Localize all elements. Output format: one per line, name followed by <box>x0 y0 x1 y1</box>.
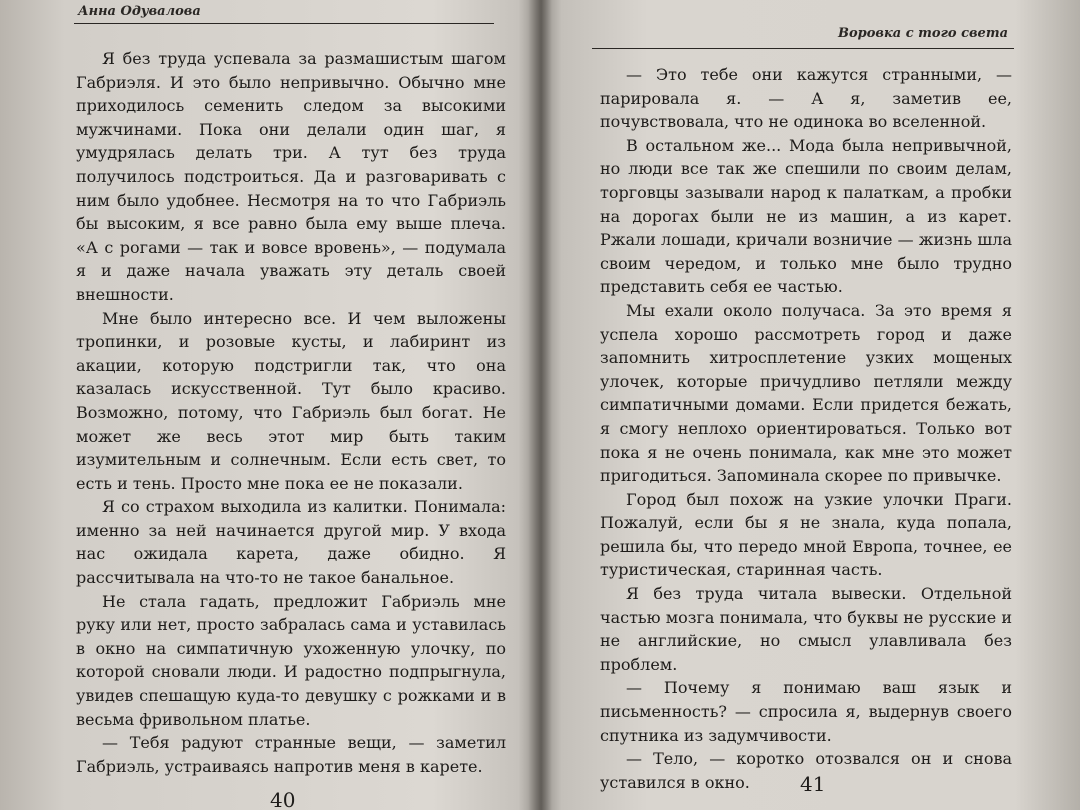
left-paragraph-5: — Тебя радуют странные вещи, — заметил Габриэль, устраиваясь напротив меня в карете. <box>76 733 506 776</box>
left-page-number: 40 <box>270 788 296 810</box>
right-page <box>540 0 1080 810</box>
left-paragraph-2: Мне было интересно все. И чем выложены тропинки, и розовые кусты, и лабиринт из акации, которую подстригли так, что она казалась искусственной. Тут было красиво. Возможно, потому, что Габриэль был богат. Не может же весь этот мир быть таким изумительным и солнечным. Если есть свет, то есть и тень. Просто мне пока ее не показали. <box>76 308 506 493</box>
right-running-head: Воровка с того света <box>838 26 1008 41</box>
right-paragraph-6: — Почему я понимаю ваш язык и письменность? — спросила я, выдернув своего спутника из задумчивости. <box>600 678 1012 745</box>
right-paragraph-5: Я без труда читала вывески. Отдельной частью мозга понимала, что буквы не русские и не английские, но смысл улавливала без проблем. <box>600 584 1012 674</box>
right-page-text <box>600 63 1012 794</box>
right-header-rule <box>592 48 1014 49</box>
right-page-number: 41 <box>800 772 826 796</box>
right-paragraph-2: В остальном же... Мода была непривычной, но люди все так же спешили по своим делам, торговцы зазывали народ к палаткам, а пробки на дорогах были не из машин, а из карет. Ржали лошади, кричали возничие — жизнь шла своим чередом, и только мне было трудно представить себя ее частью. <box>600 135 1012 297</box>
left-paragraph-3: Я со страхом выходила из калитки. Понимала: именно за ней начинается другой мир. У входа нас ожидала карета, даже обидно. Я рассчитывала на что-то не такое банальное. <box>76 497 506 588</box>
right-paragraph-1: — Это тебе они кажутся странными, — парировала я. — А я, заметив ее, почувствовала, что не одинока во вселенной. <box>600 65 1012 132</box>
right-paragraph-4: Город был похож на узкие улочки Праги. Пожалуй, если бы я не знала, куда попала, решила бы, что передо мной Европа, точнее, ее туристическая, старинная часть. <box>600 489 1012 580</box>
right-paragraph-3: Мы ехали около получаса. За это время я успела хорошо рассмотреть город и даже запомнить хитросплетение узких мощеных улочек, которые причудливо петляли между симпатичными домами. Если придется бежать, я смогу неплохо ориентироваться. Только вот пока я не очень понимала, как мне это может пригодиться. Запоминала скорее по привычке. <box>600 300 1012 486</box>
left-running-head: Анна Одувалова <box>78 4 201 19</box>
left-paragraph-4: Не стала гадать, предложит Габриэль мне руку или нет, просто забралась сама и уставилась в окно на симпатичную ухоженную улочку, по которой сновали люди. И радостно подпрыгнула, увидев спешащую куда-то девушку с рожками и в весьма фривольном платье. <box>76 591 506 729</box>
left-page-text <box>76 47 506 778</box>
left-paragraph-1: Я без труда успевала за размашистым шагом Габриэля. И это было непривычно. Обычно мне приходилось семенить следом за высокими мужчинами. Пока они делали один шаг, я умудрялась делать три. А тут без труда получилось подстроиться. Да и разговаривать с ним было удобнее. Несмотря на то что Габриэль бы высоким, я все равно была ему выше плеча. «А с рогами — так и вовсе вровень», — подумала я и даже начала уважать эту деталь своей внешности. <box>76 49 506 304</box>
left-header-rule <box>74 23 494 24</box>
right-paragraph-7: — Тело, — коротко отозвался он и снова уставился в окно. <box>600 749 1012 792</box>
